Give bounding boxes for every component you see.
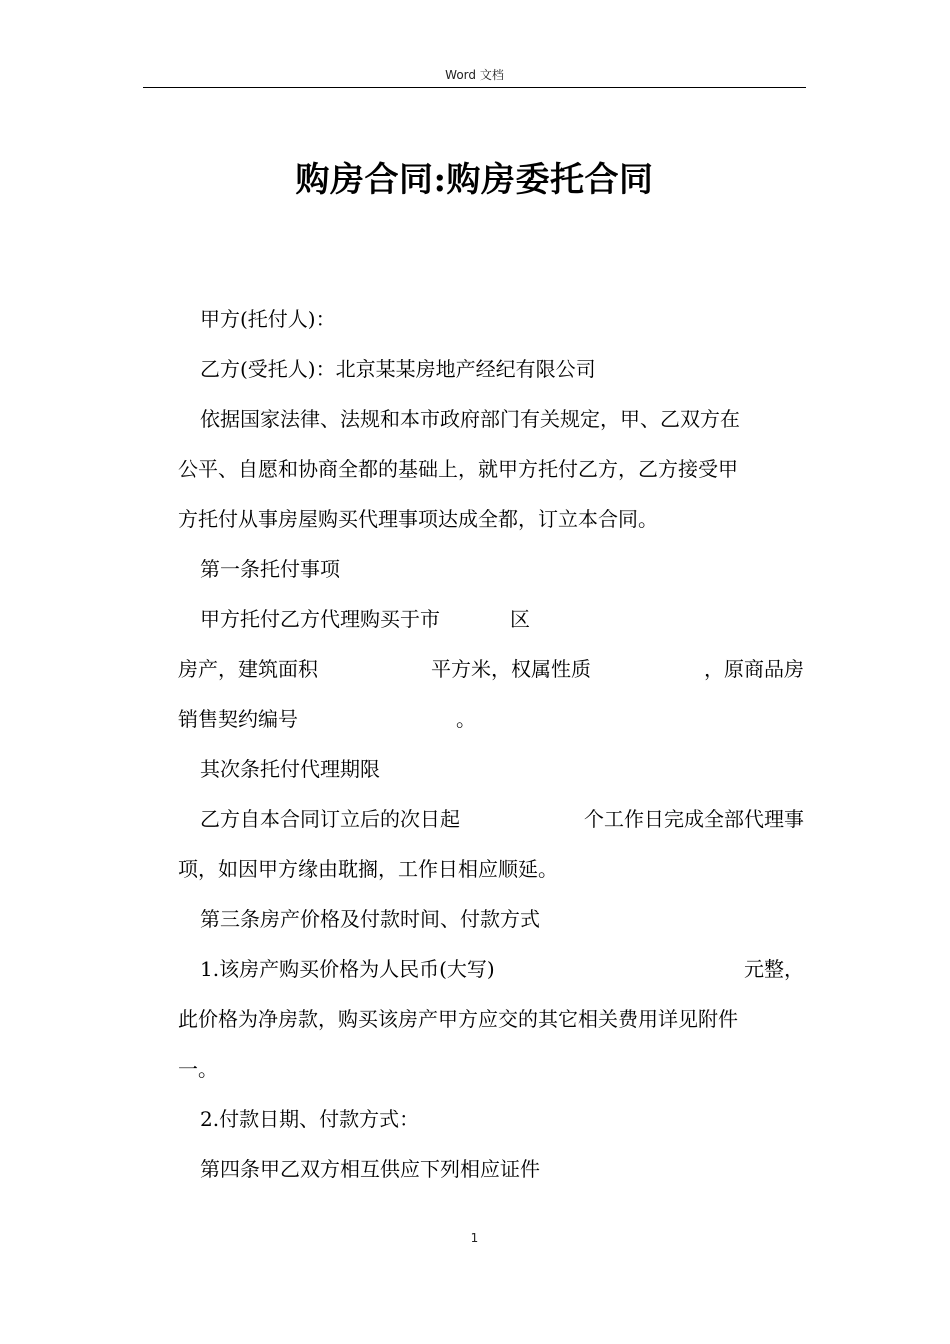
page-number: 1 xyxy=(470,1231,479,1245)
article-3-item-1-line-1 xyxy=(178,944,804,994)
document-title: 购房合同:购房委托合同 xyxy=(295,160,654,200)
article-1-text-b: 区 xyxy=(510,607,530,631)
preamble-line-1: 依据国家法律、法规和本市政府部门有关规定，甲、乙双方在 xyxy=(200,407,740,431)
article-1-title: 第一条托付事项 xyxy=(200,557,340,581)
article-1-line-2 xyxy=(178,644,804,694)
party-b-line: 乙方(受托人)：北京某某房地产经纪有限公司 xyxy=(200,357,596,381)
article-1-contract-text: ，原商品房 xyxy=(704,657,804,681)
article-4-title: 第四条甲乙双方相互供应下列相应证件 xyxy=(200,1157,540,1181)
article-3-item-2: 2.付款日期、付款方式： xyxy=(200,1107,420,1131)
article-3-price-text: 1.该房产购买价格为人民币(大写) xyxy=(200,957,495,981)
article-3-title: 第三条房产价格及付款时间、付款方式 xyxy=(200,907,540,931)
article-1-line-1 xyxy=(178,594,804,644)
article-1-period: 。 xyxy=(456,707,476,731)
header-rule xyxy=(143,87,806,88)
document-body xyxy=(178,294,804,1194)
article-3-yuan-text: 元整， xyxy=(744,957,804,981)
preamble-line-3: 方托付从事房屋购买代理事项达成全都，订立本合同。 xyxy=(178,507,658,531)
article-2-text-a: 乙方自本合同订立后的次日起 xyxy=(200,807,460,831)
article-2-line-2: 项，如因甲方缘由耽搁，工作日相应顺延。 xyxy=(178,857,558,881)
article-1-number-text: 销售契约编号 xyxy=(178,707,298,731)
page-header: Word 文档 xyxy=(445,68,504,82)
article-1-text-a: 甲方托付乙方代理购买于市 xyxy=(200,607,440,631)
article-2-line-1 xyxy=(178,794,804,844)
article-1-line-3 xyxy=(178,694,804,744)
article-3-item-1-line-2: 此价格为净房款，购买该房产甲方应交的其它相关费用详见附件 xyxy=(178,1007,738,1031)
article-2-text-b: 个工作日完成全部代理事 xyxy=(584,807,804,831)
article-3-item-1-line-3: 一。 xyxy=(178,1057,218,1081)
article-2-title: 其次条托付代理期限 xyxy=(200,757,380,781)
article-1-property-text: 平方米，权属性质 xyxy=(431,657,591,681)
preamble-line-2: 公平、自愿和协商全都的基础上，就甲方托付乙方，乙方接受甲 xyxy=(178,457,738,481)
article-1-area-text: 房产，建筑面积 xyxy=(178,657,318,681)
party-a-line: 甲方(托付人)： xyxy=(200,307,336,331)
